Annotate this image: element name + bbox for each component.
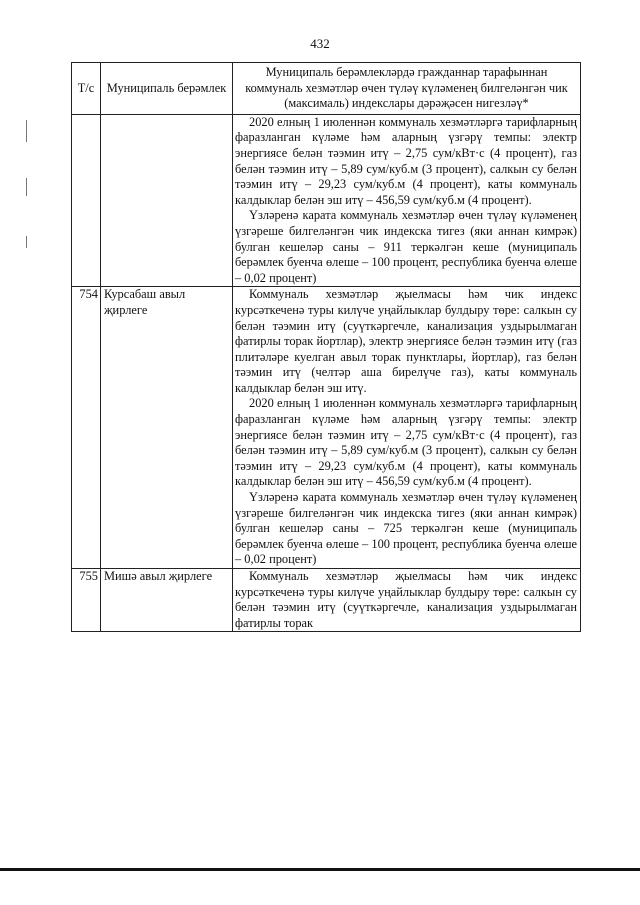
description-paragraph: 2020 елның 1 июленнән коммуналь хезмәтләргә тарифларның фаразланган күләме һәм аларның үзгәрү темпы: электр энергиясе белән тәэмин итү – 2,75 сум/кВт·с (4 процент), газ белән тәэмин итү – 5,89 сум/куб.м (3 процент), салкын су белән тәэмин итү – 29,23 сум/куб.м (4 процент), каты коммуналь калдыклар белән эш итү – 456,59 сум/куб.м (4 процент). [235,396,577,489]
row-municipality: Курсабаш авыл җирлеге [101,287,233,569]
row-description [233,114,581,287]
header-municipality: Муниципаль берәмлек [101,63,233,115]
row-municipality: Мишә авыл җирлеге [101,569,233,632]
page-number: 432 [310,36,330,51]
table-header-row [72,63,581,115]
table-row [72,569,581,632]
tariff-index-table [71,62,581,632]
row-number: 755 [72,569,101,632]
row-municipality [101,114,233,287]
scan-edge-line [0,868,640,871]
margin-mark [26,178,27,196]
row-description [233,569,581,632]
row-description [233,287,581,569]
table-row [72,114,581,287]
description-paragraph: 2020 елның 1 июленнән коммуналь хезмәтләргә тарифларның фаразланган күләме һәм аларның үзгәрү темпы: электр энергиясе белән тәэмин итү – 2,75 сум/кВт·с (4 процент), газ белән тәэмин итү – 5,89 сум/куб.м (3 процент), салкын су белән тәэмин итү – 29,23 сум/куб.м (4 процент), каты коммуналь калдыклар белән эш итү – 456,59 сум/куб.м (4 процент). [235,114,577,207]
description-paragraph: Коммуналь хезмәтләр җыелмасы һәм чик индекс курсәткеченә туры килүче уңайлыклар булдыру төре: салкын су белән тәэмин итү (суүткәргечле, канализация уздырылмаган фатирлы торак [235,569,577,630]
table-row [72,287,581,569]
header-index: Муниципаль берәмлекләрдә гражданнар тарафыннан коммуналь хезмәтләр өчен түләү күләменең билгеләнгән чик (максималь) индекслары дәрәҗәсен нигезләү* [233,63,581,115]
margin-mark [26,120,27,142]
row-number [72,114,101,287]
description-paragraph: Коммуналь хезмәтләр җыелмасы һәм чик индекс курсәткеченә туры килүче уңайлыклар булдыру төре: салкын су белән тәэмин итү (суүткәргечле, канализация уздырылмаган фатирлы торак йортлар), электр энергиясе белән тәэмин итү (газ плитәләре куелган авыл торак пунктлары, йортлар), газ белән тәэмин итү (челтәр аша бирелүче газ), каты коммуналь калдыклар белән эш итү. [235,287,577,395]
description-paragraph: Үзләренә карата коммуналь хезмәтләр өчен түләү күләменең үзгәреше билгеләнгән чик индекска тигез (яки аннан кимрәк) булган кешеләр саны – 725 теркәлгән кеше (муниципаль берәмлек буенча өлеше – 100 процент, республика буенча өлеше – 0,02 процент) [235,490,577,567]
row-number: 754 [72,287,101,569]
margin-mark [26,236,27,248]
header-num: Т/с [72,63,101,115]
description-paragraph: Үзләренә карата коммуналь хезмәтләр өчен түләү күләменең үзгәреше билгеләнгән чик индекска тигез (яки аннан кимрәк) булган кешеләр саны – 911 теркәлгән кеше (муниципаль берәмлек буенча өлеше – 100 процент, республика буенча өлеше – 0,02 процент) [235,208,577,285]
